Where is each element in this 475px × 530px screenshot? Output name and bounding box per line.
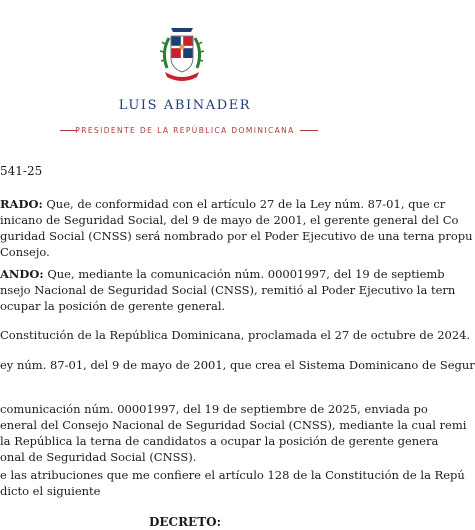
paragraph-line: Consejo.: [0, 245, 50, 259]
paragraph-text: Que, de conformidad con el artículo 27 de la Ley núm. 87-01, que cr: [46, 197, 446, 211]
considerando-paragraph-2: [0, 266, 456, 314]
paragraph-line: e las atribuciones que me confiere el artículo 128 de la Constitución de la Repú: [0, 468, 465, 482]
coat-of-arms-icon: [153, 22, 211, 84]
atribuciones-paragraph: [0, 467, 465, 499]
paragraph-line: ocupar la posición de gerente general.: [0, 299, 226, 313]
president-title: PRESIDENTE DE LA REPÚBLICA DOMINICANA: [75, 126, 295, 135]
paragraph-line: guridad Social (CNSS) será nombrado por el Poder Ejecutivo de una terna propu: [0, 229, 473, 243]
vista-comunicacion: [0, 401, 467, 465]
president-name: LUIS ABINADER: [118, 98, 252, 113]
paragraph-line: nsejo Nacional de Seguridad Social (CNSS), remitió al Poder Ejecutivo la tern: [0, 283, 456, 297]
vista-constitucion: [0, 327, 471, 343]
paragraph-line: dicto el siguiente: [0, 484, 101, 498]
decreto-heading: DECRETO:: [148, 515, 222, 529]
paragraph-label: ANDO:: [0, 267, 44, 281]
paragraph-line: Constitución de la República Dominicana, proclamada el 27 de octubre de 2024.: [0, 328, 471, 342]
paragraph-text: Que, mediante la comunicación núm. 00001997, del 19 de septiemb: [47, 267, 445, 281]
paragraph-line: [0, 196, 446, 212]
considerando-paragraph-1: [0, 196, 473, 260]
paragraph-line: [0, 266, 445, 282]
paragraph-line: ey núm. 87-01, del 9 de mayo de 2001, que crea el Sistema Dominicano de Segur: [0, 358, 475, 372]
paragraph-line: onal de Seguridad Social (CNSS).: [0, 450, 197, 464]
paragraph-line: comunicación núm. 00001997, del 19 de septiembre de 2025, enviada po: [0, 402, 428, 416]
subtitle-rule-right: [300, 130, 318, 131]
paragraph-label: RADO:: [0, 197, 43, 211]
decree-number: 541-25: [0, 164, 43, 178]
paragraph-line: eneral del Consejo Nacional de Seguridad Social (CNSS), mediante la cual remi: [0, 418, 467, 432]
vista-ley-87-01: [0, 357, 475, 373]
paragraph-line: la República la terna de candidatos a ocupar la posición de gerente genera: [0, 434, 439, 448]
paragraph-line: inicano de Seguridad Social, del 9 de mayo de 2001, el gerente general del Co: [0, 213, 459, 227]
